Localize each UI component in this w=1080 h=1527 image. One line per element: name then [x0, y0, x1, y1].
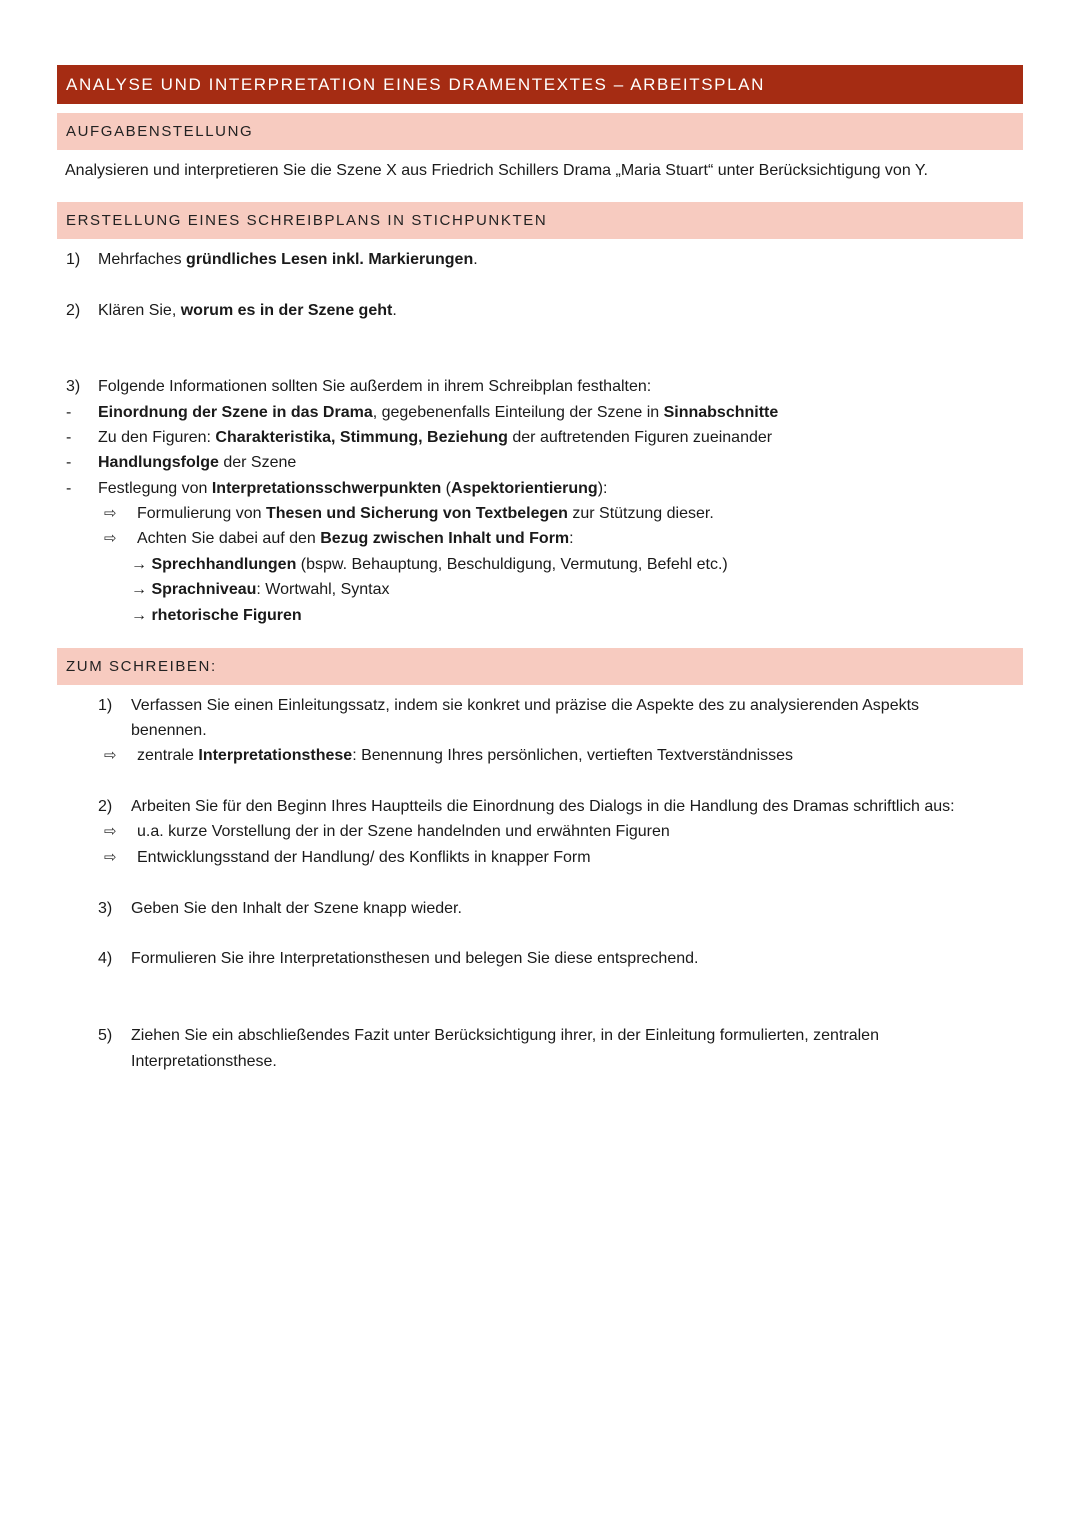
plan-arrow-1: → Sprechhandlungen (bspw. Behauptung, Beschuldigung, Vermutung, Befehl etc.) — [131, 556, 728, 573]
write-step-3: Geben Sie den Inhalt der Szene knapp wieder. — [131, 900, 462, 917]
bullet-dash: - — [66, 480, 72, 497]
list-number: 4) — [98, 950, 113, 967]
write-step-5-line-1: Ziehen Sie ein abschließendes Fazit unter Berücksichtigung ihrer, in der Einleitung formulierten, zentralen — [131, 1027, 879, 1044]
arrow-icon: → — [131, 556, 147, 573]
write-step-2-sub-2: Entwicklungsstand der Handlung/ des Konflikts in knapper Form — [137, 849, 591, 866]
plan-step-1: Mehrfaches gründliches Lesen inkl. Markierungen. — [98, 251, 478, 268]
plan-bullet-3: Handlungsfolge der Szene — [98, 454, 297, 471]
plan-step-3-intro: Folgende Informationen sollten Sie außerdem in ihrem Schreibplan festhalten: — [98, 378, 652, 395]
list-number: 3) — [98, 900, 113, 917]
hollow-arrow-icon: ⇨ — [104, 849, 117, 866]
hollow-arrow-icon: ⇨ — [104, 530, 117, 547]
list-number: 2) — [98, 798, 113, 815]
plan-bullet-4: Festlegung von Interpretationsschwerpunkten (Aspektorientierung): — [98, 480, 608, 497]
list-number: 2) — [66, 302, 81, 319]
section-heading-label: ZUM SCHREIBEN: — [66, 658, 217, 675]
page-title-bar — [57, 65, 1023, 104]
write-step-2-sub-1: u.a. kurze Vorstellung der in der Szene handelnden und erwähnten Figuren — [137, 823, 670, 840]
plan-sub-2: Achten Sie dabei auf den Bezug zwischen Inhalt und Form: — [137, 530, 574, 547]
list-number: 5) — [98, 1027, 113, 1044]
list-number: 1) — [66, 251, 81, 268]
arrow-icon: → — [131, 581, 147, 598]
arrow-icon: → — [131, 607, 147, 624]
hollow-arrow-icon: ⇨ — [104, 747, 117, 764]
bullet-dash: - — [66, 404, 72, 421]
section-heading-task — [57, 113, 1023, 150]
plan-bullet-2: Zu den Figuren: Charakteristika, Stimmung, Beziehung der auftretenden Figuren zueinander — [98, 429, 773, 446]
section-heading-label: ERSTELLUNG EINES SCHREIBPLANS IN STICHPUNKTEN — [66, 212, 548, 229]
task-text: Analysieren und interpretieren Sie die Szene X aus Friedrich Schillers Drama „Maria Stuart“ unter Berücksichtigung von Y. — [65, 162, 928, 179]
write-step-1-line-1: Verfassen Sie einen Einleitungssatz, indem sie konkret und präzise die Aspekte des zu analysierenden Aspekts — [131, 697, 920, 714]
section-heading-label: AUFGABENSTELLUNG — [66, 123, 254, 140]
plan-arrow-3: → rhetorische Figuren — [131, 607, 302, 624]
hollow-arrow-icon: ⇨ — [104, 505, 117, 522]
write-step-1-sub: zentrale Interpretationsthese: Benennung Ihres persönlichen, vertieften Textverständnisses — [137, 747, 794, 764]
section-heading-write — [57, 648, 1023, 685]
plan-step-2: Klären Sie, worum es in der Szene geht. — [98, 302, 397, 319]
bullet-dash: - — [66, 454, 72, 471]
list-number: 1) — [98, 697, 113, 714]
plan-arrow-2: → Sprachniveau: Wortwahl, Syntax — [131, 581, 390, 598]
write-step-4: Formulieren Sie ihre Interpretationsthesen und belegen Sie diese entsprechend. — [131, 950, 699, 967]
list-number: 3) — [66, 378, 81, 395]
write-step-5-line-2: Interpretationsthese. — [131, 1053, 277, 1070]
page-title: ANALYSE UND INTERPRETATION EINES DRAMENTEXTES – ARBEITSPLAN — [66, 74, 765, 94]
section-heading-plan — [57, 202, 1023, 239]
write-step-2: Arbeiten Sie für den Beginn Ihres Hauptteils die Einordnung des Dialogs in die Handlung des Dramas schriftlich aus: — [131, 798, 955, 815]
plan-sub-1: Formulierung von Thesen und Sicherung von Textbelegen zur Stützung dieser. — [137, 505, 714, 522]
bullet-dash: - — [66, 429, 72, 446]
write-step-1-line-2: benennen. — [131, 722, 207, 739]
plan-bullet-1: Einordnung der Szene in das Drama, gegebenenfalls Einteilung der Szene in Sinnabschnitte — [98, 404, 779, 421]
hollow-arrow-icon: ⇨ — [104, 823, 117, 840]
